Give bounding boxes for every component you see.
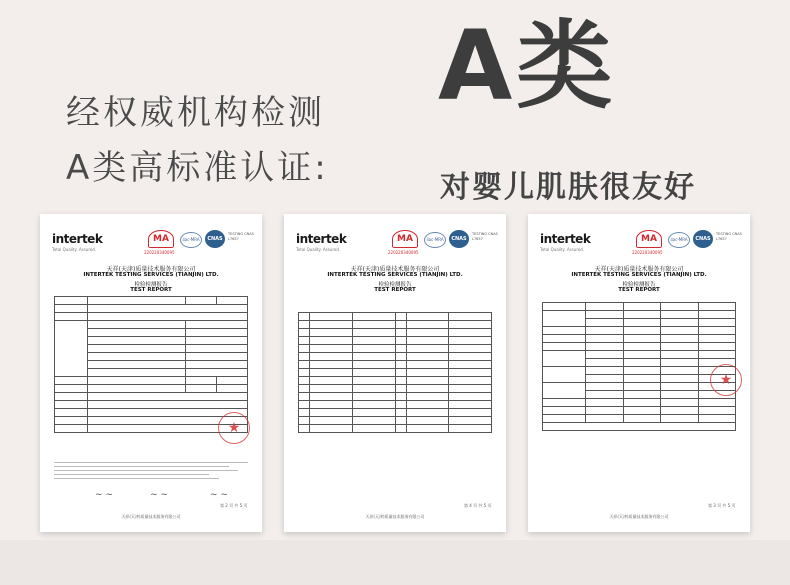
report-title-en: TEST REPORT	[130, 287, 172, 293]
ilac-icon: ilac-MRA	[424, 232, 446, 248]
logo-tagline: Total Quality. Assured.	[296, 247, 341, 252]
signature-icon: ~ ~	[150, 490, 168, 500]
red-stamp-icon: ★	[710, 364, 742, 396]
test-report-page-1	[40, 214, 262, 532]
report-table	[54, 296, 248, 433]
company-name-cn: 天祥(天津)质量技术服务有限公司	[350, 266, 440, 273]
page-number: 第 3 页 共 5 页	[708, 503, 736, 508]
report-title-en: TEST REPORT	[618, 287, 660, 293]
report-title-en: TEST REPORT	[374, 287, 416, 293]
cnas-icon: CNAS	[205, 230, 225, 248]
company-name-en: INTERTEK TESTING SERVICES (TIANJIN) LTD.	[327, 272, 463, 278]
company-name-cn: 天祥(天津)质量技术服务有限公司	[594, 266, 684, 273]
ma-number: 220220340095	[632, 250, 663, 255]
red-stamp-icon: ★	[218, 412, 250, 444]
company-name-cn: 天祥(天津)质量技术服务有限公司	[106, 266, 196, 273]
report-footer: 天祥(天津)质量技术服务有限公司	[609, 514, 669, 519]
grade-a-badge: A类	[438, 10, 617, 122]
cnas-icon: CNAS	[693, 230, 713, 248]
signature-icon: ~ ~	[95, 490, 113, 500]
report-header	[40, 214, 262, 258]
ma-number: 220220340095	[388, 250, 419, 255]
ma-number: 220220340095	[144, 250, 175, 255]
company-name-en: INTERTEK TESTING SERVICES (TIANJIN) LTD.	[571, 272, 707, 278]
results-table	[542, 302, 736, 431]
headline-line-2: A类高标准认证:	[66, 148, 329, 188]
logo-tagline: Total Quality. Assured.	[540, 247, 585, 252]
report-footer: 天祥(天津)质量技术服务有限公司	[121, 514, 181, 519]
report-title-cn: 检验检测报告	[378, 282, 412, 288]
notes-lines	[54, 462, 248, 482]
intertek-logo: intertek	[540, 232, 591, 246]
page-number: 第 2 页 共 5 页	[220, 503, 248, 508]
report-header	[284, 214, 506, 258]
company-name-en: INTERTEK TESTING SERVICES (TIANJIN) LTD.	[83, 272, 219, 278]
page-number: 第 4 页 共 5 页	[464, 503, 492, 508]
intertek-logo: intertek	[52, 232, 103, 246]
bottom-band	[0, 540, 790, 585]
logo-tagline: Total Quality. Assured.	[52, 247, 97, 252]
cnas-text: TESTING CNAS L7657	[472, 232, 498, 241]
ma-cert-icon: MA	[148, 230, 174, 248]
test-report-page-2	[284, 214, 506, 532]
cnas-text: TESTING CNAS L7657	[716, 232, 742, 241]
test-report-page-3	[528, 214, 750, 532]
ilac-icon: ilac-MRA	[668, 232, 690, 248]
headline-line-1: 经权威机构检测	[66, 93, 325, 133]
signature-icon: ~ ~	[210, 490, 228, 500]
results-table	[298, 312, 492, 433]
cnas-text: TESTING CNAS L7657	[228, 232, 254, 241]
intertek-logo: intertek	[296, 232, 347, 246]
report-footer: 天祥(天津)质量技术服务有限公司	[365, 514, 425, 519]
report-header	[528, 214, 750, 258]
ilac-icon: ilac-MRA	[180, 232, 202, 248]
cnas-icon: CNAS	[449, 230, 469, 248]
badge-subtitle: 对婴儿肌肤很友好	[440, 170, 696, 205]
report-title-cn: 检验检测报告	[622, 282, 656, 288]
ma-cert-icon: MA	[392, 230, 418, 248]
report-title-cn: 检验检测报告	[134, 282, 168, 288]
ma-cert-icon: MA	[636, 230, 662, 248]
